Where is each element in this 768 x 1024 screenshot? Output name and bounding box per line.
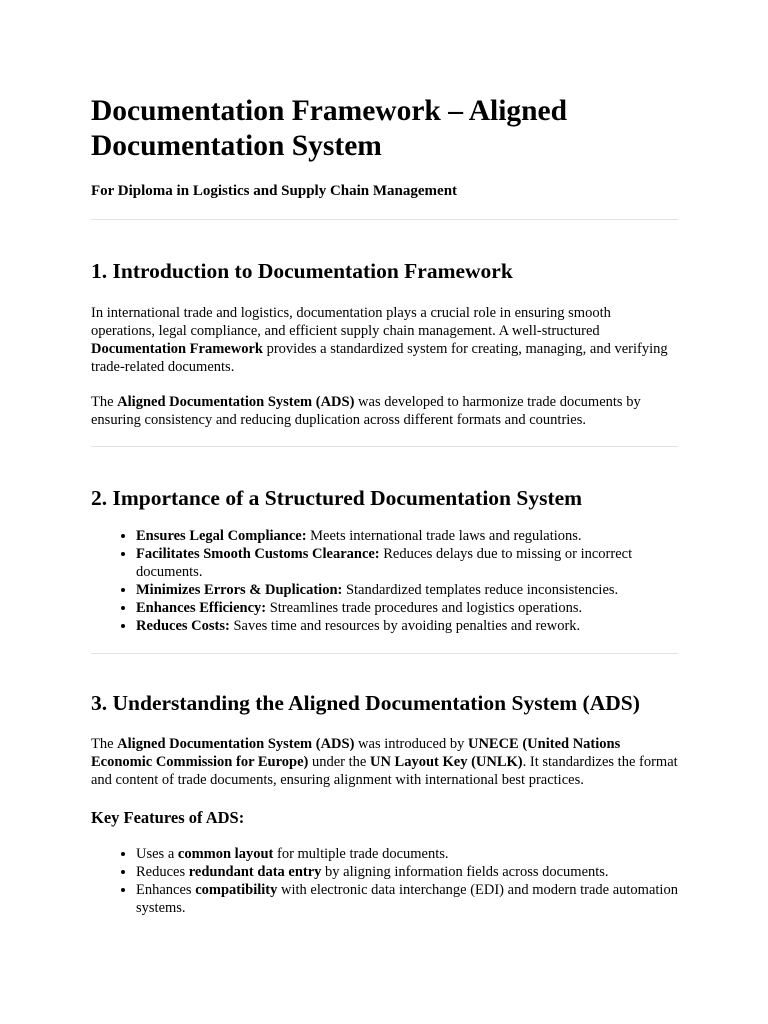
section-1-paragraph-2 — [91, 393, 678, 429]
section-1-paragraph-1 — [91, 304, 678, 376]
item-text: Enhances — [136, 882, 196, 898]
text-run: was introduced by — [354, 736, 468, 752]
divider — [91, 219, 678, 220]
item-term: Facilitates Smooth Customs Clearance: — [136, 546, 380, 562]
key-features-heading: Key Features of ADS: — [91, 808, 245, 827]
item-term: compatibility — [195, 882, 278, 898]
list-item — [136, 527, 678, 545]
item-text: with electronic data interchange (EDI) and modern trade automation systems. — [136, 882, 678, 916]
list-item — [136, 599, 678, 617]
section-1-heading: 1. Introduction to Documentation Framework — [91, 259, 513, 283]
item-text: Streamlines trade procedures and logistics operations. — [266, 600, 583, 616]
item-term: Ensures Legal Compliance: — [136, 528, 307, 544]
item-text: Saves time and resources by avoiding penalties and rework. — [229, 618, 581, 634]
item-text: Standardized templates reduce inconsistencies. — [342, 582, 619, 598]
page-title: Documentation Framework – Aligned Documentation System — [91, 95, 568, 162]
bold-term: Aligned Documentation System (ADS) — [117, 736, 355, 752]
bold-term: UN Layout Key (UNLK) — [369, 754, 523, 770]
text-run: . It standardizes the format and content of trade documents, ensuring alignment with international best practices. — [91, 754, 678, 788]
features-list — [91, 845, 678, 917]
bold-term: Documentation Framework — [91, 341, 263, 357]
text-run: The — [91, 736, 118, 752]
list-item — [136, 617, 678, 635]
item-text: for multiple trade documents. — [273, 846, 449, 862]
divider — [91, 446, 678, 447]
text-run: under the — [308, 754, 370, 770]
item-term: Enhances Efficiency: — [136, 600, 267, 616]
item-term: redundant data entry — [188, 864, 322, 880]
list-item — [136, 845, 678, 863]
divider — [91, 653, 678, 654]
item-term: Minimizes Errors & Duplication: — [136, 582, 343, 598]
importance-list — [91, 527, 678, 635]
item-text: by aligning information fields across documents. — [321, 864, 609, 880]
text-run: was developed to harmonize trade documents by ensuring consistency and reducing duplication across different formats and countries. — [91, 394, 641, 428]
item-text: Meets international trade laws and regulations. — [306, 528, 582, 544]
section-2-heading: 2. Importance of a Structured Documentation System — [91, 486, 583, 510]
item-text: Reduces delays due to missing or incorrect documents. — [136, 546, 633, 580]
bold-term: UNECE (United Nations Economic Commission for Europe) — [91, 736, 621, 770]
text-run: In international trade and logistics, documentation plays a crucial role in ensuring smooth operations, legal compliance, and efficient supply chain management. A well-structured — [91, 305, 611, 339]
list-item — [136, 545, 678, 581]
list-item — [136, 863, 678, 881]
page-subtitle: For Diploma in Logistics and Supply Chain Management — [91, 183, 458, 199]
list-item — [136, 581, 678, 599]
document-content — [91, 94, 678, 917]
item-term: Reduces Costs: — [136, 618, 230, 634]
section-3-paragraph — [91, 735, 678, 789]
text-run: provides a standardized system for creating, managing, and verifying trade-related documents. — [91, 341, 668, 375]
text-run: The — [91, 394, 118, 410]
section-3-heading: 3. Understanding the Aligned Documentation System (ADS) — [91, 691, 640, 715]
item-term: common layout — [177, 846, 274, 862]
item-text: Reduces — [136, 864, 189, 880]
item-text: Uses a — [136, 846, 178, 862]
bold-term: Aligned Documentation System (ADS) — [117, 394, 355, 410]
list-item — [136, 881, 678, 917]
